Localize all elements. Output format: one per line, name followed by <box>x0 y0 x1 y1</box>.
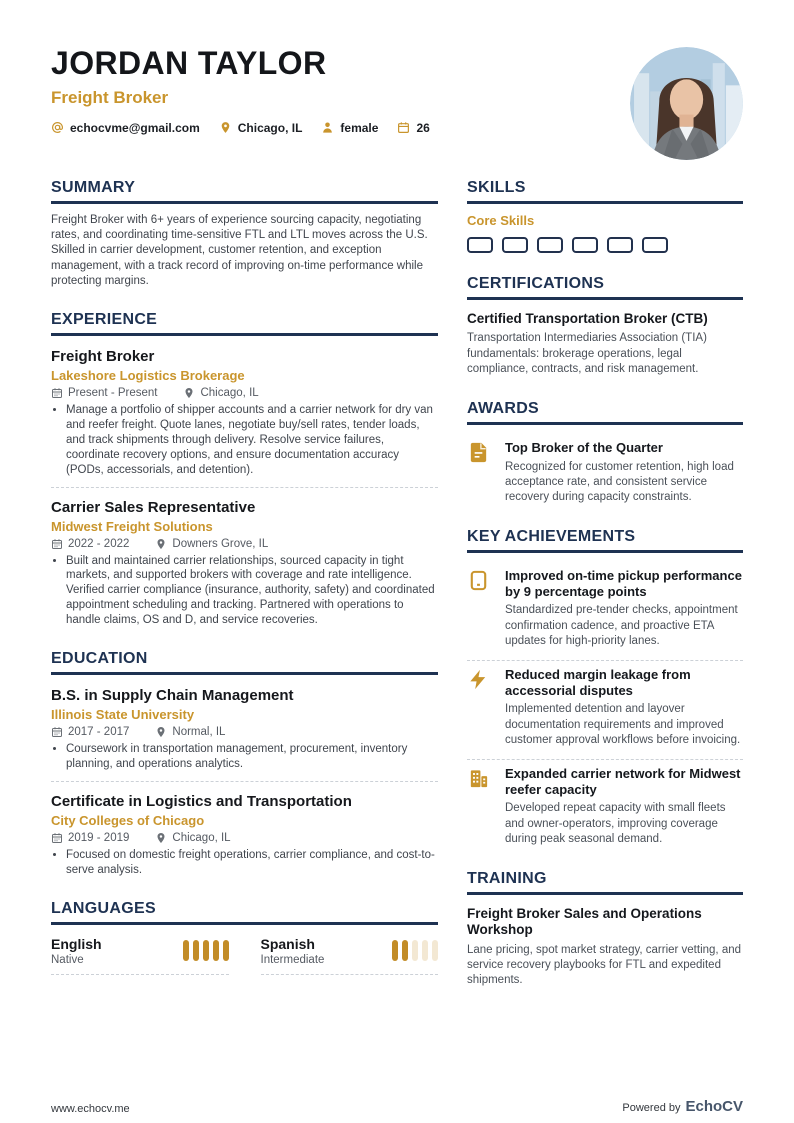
entry-bullets <box>66 742 438 772</box>
item-description: Lane pricing, spot market strategy, carrier vetting, and service recovery playbooks for FTL and expedited shipments. <box>467 943 742 987</box>
entry-dates: Present - Present <box>68 386 158 399</box>
contact-item <box>219 121 303 135</box>
item-title: Expanded carrier network for Midwest reefer capacity <box>505 765 741 797</box>
item-icon <box>467 767 490 790</box>
calendar-icon <box>51 538 63 550</box>
summary-text: Freight Broker with 6+ years of experience sourcing capacity, negotiating rates, and coordinating time-sensitive FTL and LTL moves across the U.S. Skilled in carrier development, customer retention, and exception management, with a track record of improving on-time performance while protecting margins. <box>51 214 428 287</box>
entry-dates: 2019 - 2019 <box>68 832 130 845</box>
icon-item <box>467 760 743 848</box>
entry <box>51 345 438 488</box>
item-icon <box>467 668 490 691</box>
item-description: Standardized pre-tender checks, appointment confirmation cadence, and proactive ETA updates for high-priority lanes. <box>505 604 738 648</box>
section-achievements <box>467 528 743 848</box>
entry-bullet: • Focused on domestic freight operations, carrier compliance, and cost-to-serve analysis. <box>66 848 438 878</box>
achievements-list <box>467 562 743 848</box>
entry-dates-item <box>51 538 129 550</box>
titled-item <box>467 904 743 989</box>
awards-list <box>467 434 743 506</box>
echocv-brand-link[interactable]: EchoCV <box>685 1098 743 1115</box>
training-list <box>467 904 743 989</box>
icon-item-body <box>505 667 743 749</box>
job-title: Freight Broker <box>51 87 169 107</box>
section-education <box>51 650 438 878</box>
entry-location: Chicago, IL <box>200 386 259 399</box>
resume-columns <box>0 179 794 1011</box>
language-level-bar <box>183 940 189 961</box>
contact-item <box>321 121 378 135</box>
entry-organization: Lakeshore Logistics Brokerage <box>51 367 245 383</box>
certifications-list <box>467 309 743 378</box>
language-name: Spanish <box>260 935 315 952</box>
contact-item <box>397 121 429 135</box>
entry-role: Certificate in Logistics and Transportation <box>51 793 352 811</box>
entry-organization: Illinois State University <box>51 707 195 723</box>
entry-dates-item <box>51 387 157 399</box>
item-icon <box>467 569 490 592</box>
item-description: Transportation Intermediaries Association (TIA) fundamentals: brokerage operations, legal compliance, contracts, and risk management. <box>467 332 707 376</box>
contact-icon <box>219 121 232 134</box>
contact-icon <box>51 121 64 134</box>
item-description: Recognized for customer retention, high load acceptance rate, and consistent service recovery during capacity constraints. <box>505 460 734 504</box>
language-level-bar <box>392 940 398 961</box>
entry-location: Chicago, IL <box>172 832 231 845</box>
calendar-icon <box>51 387 63 399</box>
section-awards <box>467 400 743 506</box>
language-level-bar <box>223 940 229 961</box>
powered-by-text: Powered by <box>622 1102 681 1114</box>
contact-icon <box>321 121 334 134</box>
entry-bullet: • Built and maintained carrier relationships, sourced capacity in tight markets, and supported brokers with coverage and rate intelligence. Verified carrier compliance (insurance, authority, safety) and coordinated appointment scheduling and tracking. Partnered with operations to handle claims, OS and D, and service recoveries. <box>66 554 438 629</box>
entry <box>51 684 438 782</box>
entry-bullets <box>66 403 438 478</box>
item-title: Improved on-time pickup performance by 9 percentage points <box>505 567 742 599</box>
section-training <box>467 870 743 989</box>
language-level: Native <box>51 953 84 966</box>
section-skills <box>467 179 743 253</box>
language-level-bar <box>402 940 408 961</box>
item-description: Implemented detention and layover documentation requirements and improved customer approval workflows before invoicing. <box>505 703 741 747</box>
icon-item <box>467 661 743 760</box>
language-level-bar <box>193 940 199 961</box>
entry-dates-item <box>51 726 129 738</box>
awards-heading: AWARDS <box>467 400 743 425</box>
entry-bullets <box>66 848 438 878</box>
entry-location-item <box>155 726 225 738</box>
contact-icon <box>397 121 410 134</box>
entry-location: Normal, IL <box>172 726 226 739</box>
entry <box>51 790 438 878</box>
section-summary <box>51 179 438 289</box>
contact-text: echocvme@gmail.com <box>70 120 200 135</box>
entry <box>51 496 438 629</box>
entry-dates: 2022 - 2022 <box>68 537 130 550</box>
language-level-bar <box>432 940 438 961</box>
person-name: JORDAN TAYLOR <box>51 45 327 81</box>
entry-bullets <box>66 554 438 629</box>
icon-item <box>467 434 743 506</box>
skills-tags <box>467 237 743 253</box>
item-icon <box>467 441 490 464</box>
language-level-bars <box>183 940 229 961</box>
location-icon <box>155 832 167 844</box>
entry-location-item <box>155 832 230 844</box>
education-heading: EDUCATION <box>51 650 438 675</box>
item-description: Developed repeat capacity with small fleets and owner-operators, improving coverage during peak seasonal demand. <box>505 802 726 846</box>
section-certifications <box>467 275 743 378</box>
item-title: Reduced margin leakage from accessorial disputes <box>505 666 691 698</box>
entry-bullet: • Manage a portfolio of shipper accounts and a carrier network for dry van and reefer freight. Quote lanes, negotiate buy/sell rates, tender loads, and track shipments through delivery. Resolve service failures, coordinate recovery options, and ensure documentation accuracy (PODs, accessorials, and detention). <box>66 403 438 478</box>
entry-location: Downers Grove, IL <box>172 537 269 550</box>
right-column <box>467 179 743 1011</box>
profile-photo <box>630 47 743 160</box>
titled-item <box>467 309 743 378</box>
entry-meta <box>51 832 438 844</box>
section-languages <box>51 900 438 975</box>
entry-location-item <box>155 538 268 550</box>
languages-heading: LANGUAGES <box>51 900 438 925</box>
icon-item-body <box>505 440 743 506</box>
experience-heading: EXPERIENCE <box>51 311 438 336</box>
entry-role: Freight Broker <box>51 347 155 365</box>
experience-list <box>51 345 438 628</box>
entry-dates: 2017 - 2017 <box>68 726 130 739</box>
entry-role: Carrier Sales Representative <box>51 498 256 516</box>
location-icon <box>155 726 167 738</box>
item-title: Top Broker of the Quarter <box>505 439 663 455</box>
section-experience <box>51 311 438 628</box>
entry-meta <box>51 538 438 550</box>
skill-tag <box>642 237 668 253</box>
education-list <box>51 684 438 878</box>
entry-location-item <box>183 387 258 399</box>
profile-photo-illustration <box>630 47 743 160</box>
entry-role: B.S. in Supply Chain Management <box>51 687 294 705</box>
certifications-heading: CERTIFICATIONS <box>467 275 743 300</box>
entry-bullet: • Coursework in transportation management, procurement, inventory planning, and operations analytics. <box>66 742 438 772</box>
language-labels <box>261 936 325 966</box>
entry-dates-item <box>51 832 129 844</box>
icon-item-body <box>505 766 743 848</box>
skill-tag <box>607 237 633 253</box>
calendar-icon <box>51 832 63 844</box>
achievements-heading: KEY ACHIEVEMENTS <box>467 528 743 553</box>
entry-organization: City Colleges of Chicago <box>51 813 205 829</box>
skill-tag <box>467 237 493 253</box>
calendar-icon <box>51 726 63 738</box>
skill-tag <box>502 237 528 253</box>
resume-header <box>0 0 794 160</box>
skills-heading: SKILLS <box>467 179 743 204</box>
language-level-bar <box>213 940 219 961</box>
contact-item <box>51 121 200 135</box>
language-level: Intermediate <box>260 953 325 966</box>
contact-text: Chicago, IL <box>237 120 303 135</box>
powered-by <box>622 1098 743 1115</box>
language-level-bar <box>412 940 418 961</box>
contact-row <box>51 121 430 135</box>
language-name: English <box>51 935 102 952</box>
language-level-bar <box>422 940 428 961</box>
contact-text: female <box>340 120 379 135</box>
entry-meta <box>51 387 438 399</box>
entry-organization: Midwest Freight Solutions <box>51 518 213 534</box>
icon-item <box>467 562 743 661</box>
location-icon <box>155 538 167 550</box>
language-item <box>261 934 439 975</box>
skill-tag <box>572 237 598 253</box>
language-level-bar <box>203 940 209 961</box>
page-footer <box>51 1098 743 1115</box>
icon-item-body <box>505 568 743 650</box>
header-left <box>51 47 430 135</box>
summary-heading: SUMMARY <box>51 179 438 204</box>
language-item <box>51 934 229 975</box>
entry-meta <box>51 726 438 738</box>
language-level-bars <box>392 940 438 961</box>
contact-text: 26 <box>416 120 430 135</box>
language-labels <box>51 936 102 966</box>
left-column <box>51 179 438 1011</box>
languages-list <box>51 934 438 975</box>
skill-tag <box>537 237 563 253</box>
training-heading: TRAINING <box>467 870 743 895</box>
location-icon <box>183 387 195 399</box>
skills-group-label: Core Skills <box>467 213 535 228</box>
item-title: Certified Transportation Broker (CTB) <box>467 311 708 326</box>
item-title: Freight Broker Sales and Operations Workshop <box>467 905 702 938</box>
footer-website-link[interactable]: www.echocv.me <box>51 1103 130 1115</box>
